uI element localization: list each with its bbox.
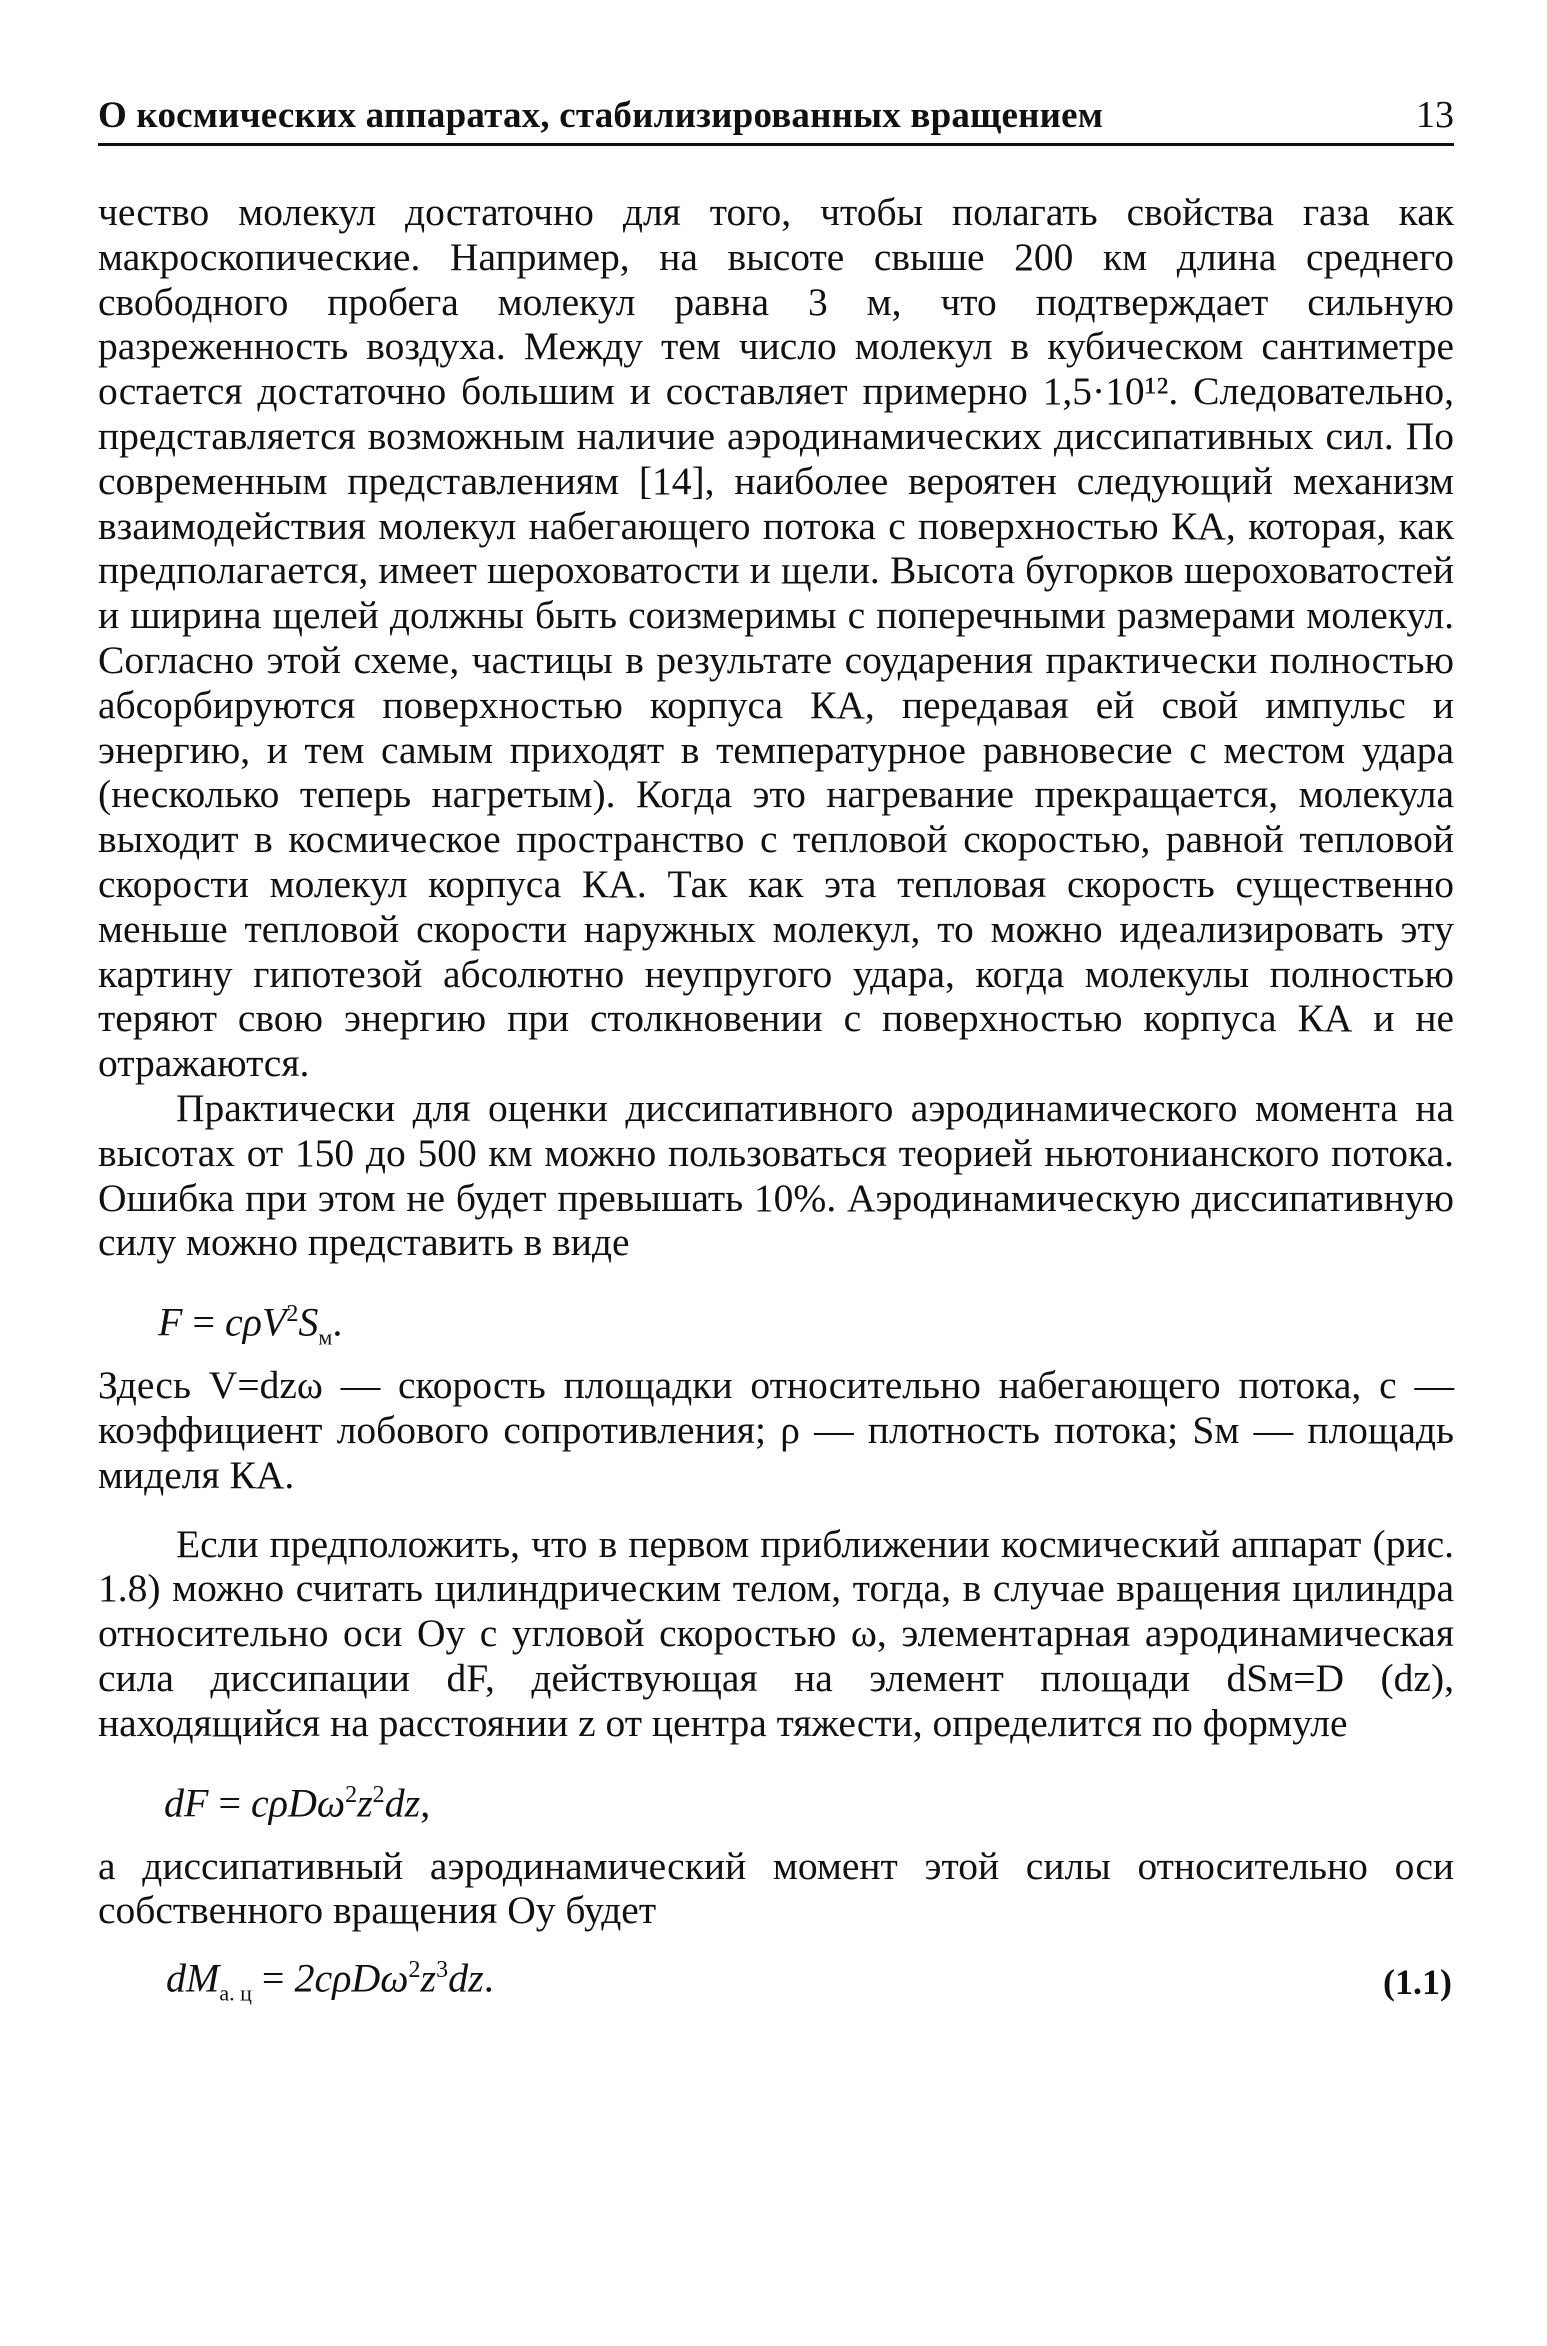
equation-number: (1.1) bbox=[1383, 1961, 1452, 2002]
formula-1-subscript: м bbox=[318, 1324, 333, 1350]
formula-3-rhs-c: dz bbox=[448, 1955, 484, 2001]
formula-3-eq: = bbox=[261, 1955, 285, 2001]
formula-3-rhs-a: 2cρDω bbox=[294, 1955, 409, 2001]
formula-2-rhs-b: z bbox=[357, 1779, 373, 1825]
formula-3-expression bbox=[166, 1948, 494, 2016]
formula-2-power-1: 2 bbox=[345, 1781, 358, 1808]
formula-2-lhs: dF bbox=[164, 1779, 209, 1825]
formula-1-lhs: F bbox=[158, 1299, 183, 1345]
formula-element-force bbox=[164, 1772, 1454, 1825]
running-header bbox=[98, 86, 1454, 146]
formula-1-tail: . bbox=[332, 1299, 343, 1345]
formula-1-eq: = bbox=[192, 1299, 215, 1345]
formula-2-tail: , bbox=[420, 1779, 431, 1825]
formula-3-subscript: а. ц bbox=[219, 1980, 252, 2006]
formula-3-lhs: dM bbox=[166, 1955, 220, 2001]
formula-3-power-2: 3 bbox=[436, 1957, 449, 1984]
formula-2-rhs-c: dz bbox=[384, 1779, 421, 1825]
book-page bbox=[98, 86, 1454, 2005]
paragraph-3: Здесь V=dzω — скорость площадки относительно набегающего потока, c — коэффициент лобового сопротивления; ρ — плотность потока; Sм — площадь миделя КА. bbox=[98, 1363, 1454, 1497]
paragraph-2: Практически для оценки диссипативного аэродинамического момента на высотах от 150 до 500 км можно пользоваться теорией ньютонианского потока. Ошибка при этом не будет превышать 10%. Аэродинамическую диссипативную силу можно представить в виде bbox=[98, 1085, 1454, 1265]
body-text bbox=[98, 190, 1454, 2005]
running-header-title: О космических аппаратах, стабилизированных вращением bbox=[98, 95, 1104, 136]
paragraph-5: а диссипативный аэродинамический момент этой силы относительно оси собственного вращения Oy будет bbox=[98, 1843, 1454, 1933]
paragraph-4: Если предположить, что в первом приближении космический аппарат (рис. 1.8) можно считать цилиндрическим телом, тогда, в случае вращения цилиндра относительно оси Oy с угловой скоростью ω, элементарная аэродинамическая сила диссипации dF, действующая на элемент площади dSм=D (dz), находящийся на расстоянии z от центра тяжести, определится по формуле bbox=[98, 1521, 1454, 1745]
formula-3-rhs-b: z bbox=[420, 1955, 437, 2001]
formula-2-power-2: 2 bbox=[372, 1781, 385, 1808]
formula-3-power-1: 2 bbox=[408, 1957, 421, 1984]
formula-1-rhs-b: S bbox=[298, 1299, 319, 1345]
formula-2-eq: = bbox=[218, 1779, 241, 1825]
page-number: 13 bbox=[1416, 94, 1454, 136]
paragraph-1: чество молекул достаточно для того, чтобы полагать свойства газа как макроскопические. Например, на высоте свыше 200 км длина среднего свободного пробега молекул равна 3 м, что подтверждает сильную разреженность воздуха. Между тем число молекул в кубическом сантиметре остается достаточно большим и составляет примерно 1,5·10¹². Следовательно, представляется возможным наличие аэродинамических диссипативных сил. По современным представлениям [14], наиболее вероятен следующий механизм взаимодействия молекул набегающего потока с поверхностью КА, которая, как предполагается, имеет шероховатости и щели. Высота бугорков шероховатостей и ширина щелей должны быть соизмеримы с поперечными размерами молекул. Согласно этой схеме, частицы в результате соударения практически полностью абсорбируются поверхностью корпуса КА, передавая ей свой импульс и энергию, и тем самым приходят в температурное равновесие с местом удара (несколько теперь нагретым). Когда это нагревание прекращается, молекула выходит в космическое пространство с тепловой скоростью, равной тепловой скорости молекул корпуса КА. Так как эта тепловая скорость существенно меньше тепловой скорости наружных молекул, то можно идеализировать эту картину гипотезой абсолютно неупругого удара, когда молекулы полностью теряют свою энергию при столкновении с поверхностью корпуса КА и не отражаются. bbox=[98, 190, 1454, 1086]
formula-dissipative-moment bbox=[166, 1955, 1454, 2006]
formula-1-rhs-a: cρV bbox=[225, 1299, 287, 1345]
formula-drag-force bbox=[158, 1291, 1454, 1350]
formula-3-tail: . bbox=[483, 1955, 494, 2001]
formula-1-power: 2 bbox=[286, 1301, 299, 1328]
formula-2-rhs-a: cρDω bbox=[251, 1779, 346, 1825]
